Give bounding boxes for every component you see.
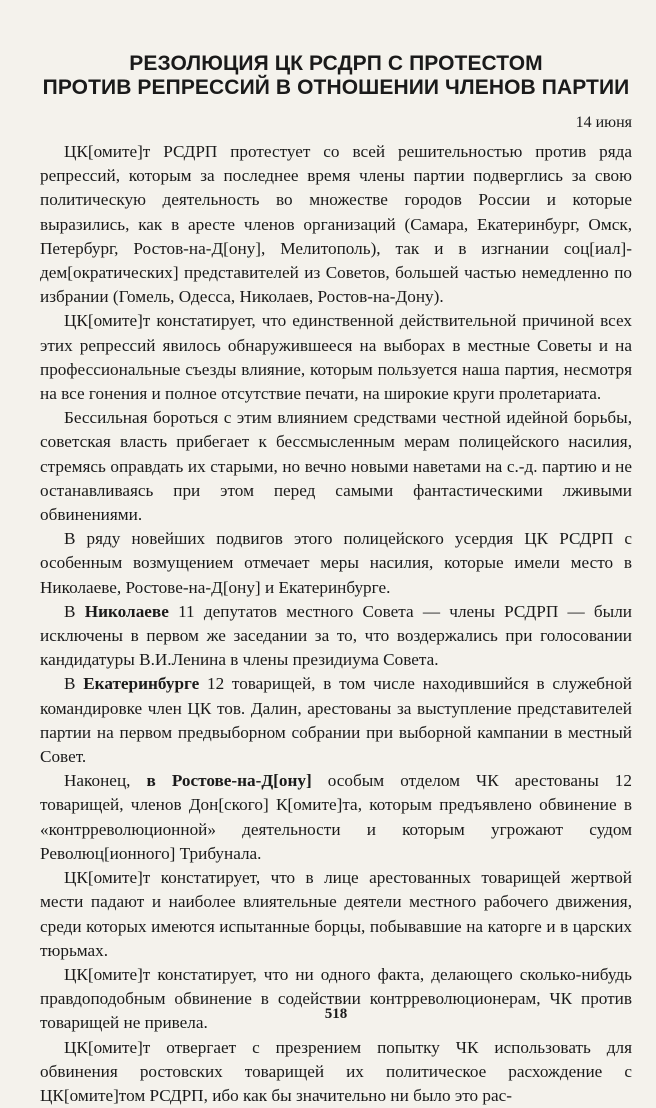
- paragraph-5-bold: Николаеве: [84, 601, 169, 621]
- paragraph-5-lead: В: [64, 601, 85, 621]
- paragraph-7-lead: Наконец,: [64, 771, 147, 791]
- paragraph-7-bold: в Ростове-на-Д[ону]: [146, 771, 312, 791]
- paragraph-10-text: ЦК[омите]т отвергает с презрением попытку ЧК использовать для обвинения ростовских товарищей их политическое расхождение с ЦК[омите]том РСДРП, ибо как бы значительно ни было это рас-: [40, 1037, 632, 1105]
- document-date: 14 июня: [575, 114, 632, 131]
- paragraph-6-text: 12 товарищей, в том числе находившийся в служебной командировке член ЦК тов. Далин, арестованы за выступление представителей партии на первом предвыборном собрании при выборной кампании в местный Совет.: [40, 674, 632, 767]
- paragraph-1-text: ЦК[омите]т РСДРП протестует со всей решительностью против ряда репрессий, которым за последнее время члены партии подверглись за свою политическую деятельность во множестве городов России и которые выразились, как в аресте членов организаций (Самара, Екатеринбург, Омск, Петербург, Ростов-на-Д[ону], Мелитополь), так и в изгнании соц[иал]-дем[ократических] представителей из Советов, большей частью немедленно по избрании (Гомель, Одесса, Николаев, Ростов-на-Дону).: [40, 142, 632, 307]
- paragraph-8: [40, 866, 632, 963]
- paragraph-3: [40, 406, 632, 527]
- paragraph-6: [40, 672, 632, 769]
- document-body: [40, 140, 632, 1108]
- paragraph-7: [40, 769, 632, 866]
- paragraph-5-text: 11 депутатов местного Совета — члены РСДРП — были исключены в первом же заседании за то, что воздержались при голосовании кандидатуры В.И.Ленина в члены президиума Совета.: [40, 601, 633, 670]
- paragraph-9: [40, 963, 632, 1036]
- paragraph-2: [40, 309, 632, 406]
- paragraph-6-lead: В: [64, 674, 84, 694]
- paragraph-3-text: Бессильная бороться с этим влиянием средствами честной идейной борьбы, советская власть прибегает к бессмысленным мерам полицейского насилия, стремясь оправдать их старыми, но вечно новыми наветами на с.-д. партию и не останавливаясь при этом перед самыми фантастическими лживыми обвинениями.: [40, 408, 632, 525]
- paragraph-8-text: ЦК[омите]т констатирует, что в лице арестованных товарищей жертвой мести падают и наиболее влиятельные деятели местного рабочего движения, среди которых имеются испытанные борцы, побывавшие на каторге и в царских тюрьмах.: [40, 868, 632, 960]
- paragraph-9-text: ЦК[омите]т констатирует, что ни одного факта, делающего сколько-нибудь правдоподобным обвинение в содействии контрреволюционерам, ЧК против товарищей не привела.: [40, 964, 632, 1033]
- page-number: 518: [324, 1006, 348, 1022]
- paragraph-4: [40, 527, 632, 600]
- paragraph-2-text: ЦК[омите]т констатирует, что единственной действительной причиной всех этих репрессий явилось обнаружившееся на выборах в местные Советы и на профессиональные съезды влияние, которым пользуется наша партия, несмотря на все гонения и полное отсутствие печати, на широкие круги пролетариата.: [40, 311, 632, 404]
- document-page: [40, 52, 633, 1105]
- title-line-1: РЕЗОЛЮЦИЯ ЦК РСДРП С ПРОТЕСТОМ: [129, 52, 543, 75]
- paragraph-10: [40, 1036, 632, 1108]
- document-title: [40, 52, 632, 100]
- paragraph-5: [40, 600, 632, 673]
- title-line-2: ПРОТИВ РЕПРЕССИЙ В ОТНОШЕНИИ ЧЛЕНОВ ПАРТИИ: [42, 76, 630, 99]
- paragraph-1: [40, 140, 632, 309]
- paragraph-4-text: В ряду новейших подвигов этого полицейского усердия ЦК РСДРП с особенным возмущением отмечает меры насилия, которые имели место в Николаеве, Ростове-на-Д[ону] и Екатеринбурге.: [40, 529, 632, 597]
- paragraph-6-bold: Екатеринбурге: [83, 674, 200, 694]
- paragraph-7-text: особым отделом ЧК арестованы 12 товарищей, членов Дон[ского] К[омите]та, которым предъявлено обвинение в «контрреволюционной» деятельности и которым угрожают судом Революц[ионного] Трибунала.: [40, 771, 632, 863]
